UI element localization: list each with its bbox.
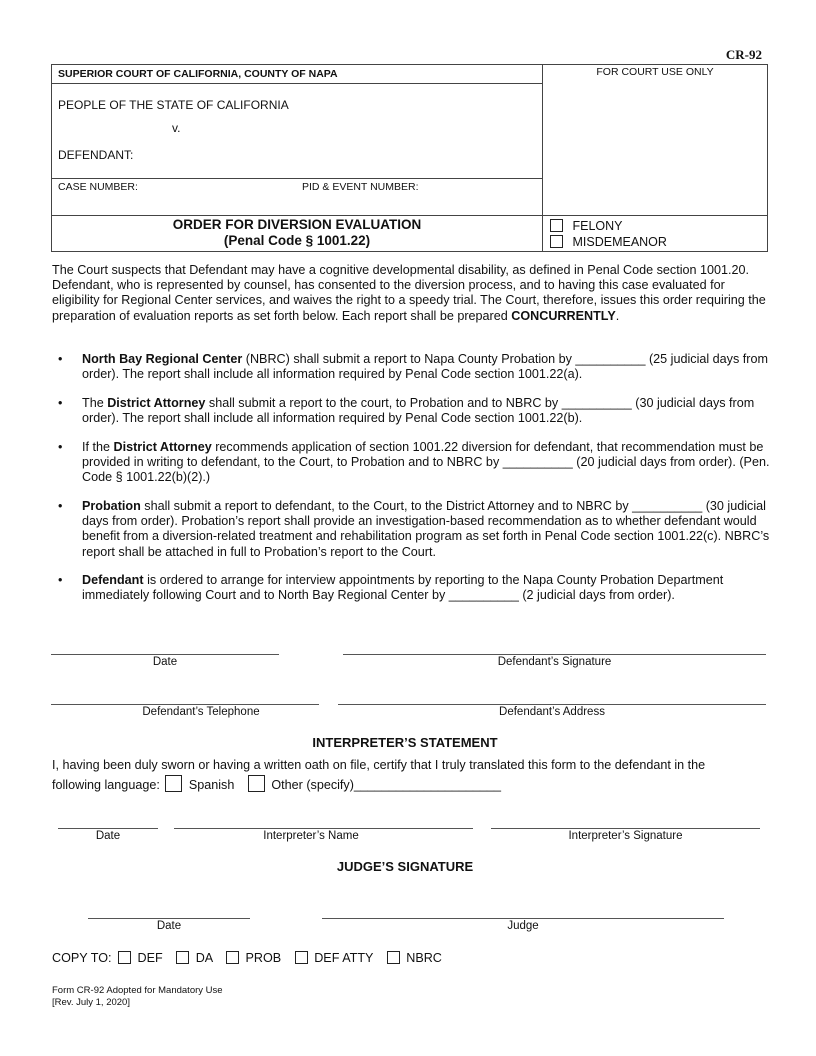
defendant-signature-line[interactable] xyxy=(343,654,766,655)
copy-prob-label: PROB xyxy=(245,951,282,965)
bullet-probation xyxy=(58,499,768,561)
interpreter-date-line[interactable] xyxy=(58,828,158,829)
judge-heading: JUDGE’S SIGNATURE xyxy=(336,859,474,874)
intro-emphasis: CONCURRENTLY xyxy=(511,308,616,323)
felony-label: FELONY xyxy=(572,219,623,233)
interpreter-signature-line[interactable] xyxy=(491,828,760,829)
judge-signature-line[interactable] xyxy=(322,918,724,919)
defendant-date-line[interactable] xyxy=(51,654,279,655)
case-number-label: CASE NUMBER: xyxy=(58,181,138,193)
defendant-address-label: Defendant’s Address xyxy=(499,706,605,718)
defendant-date-label: Date xyxy=(152,656,178,668)
bullet-text: shall submit a report to the court, to Probation and to NBRC by __________ (30 judicial days from order). The report shall include all information required by Penal Code section 1001.22(b). xyxy=(82,396,755,426)
court-use-label: FOR COURT USE ONLY xyxy=(596,66,714,78)
defendant-address-line[interactable] xyxy=(338,704,766,705)
interpreter-name-line[interactable] xyxy=(174,828,473,829)
judge-date-label: Date xyxy=(156,920,182,932)
misdemeanor-label: MISDEMEANOR xyxy=(572,235,667,249)
bullet-bold: Probation xyxy=(82,499,141,513)
bullet-nbrc xyxy=(58,352,768,384)
caption-divider-vertical xyxy=(542,64,543,251)
spanish-label: Spanish xyxy=(188,778,235,792)
other-language-field[interactable]: Other (specify)_____________________ xyxy=(271,778,502,792)
pid-event-label: PID & EVENT NUMBER: xyxy=(302,181,419,193)
bullet-district-attorney-recommendation xyxy=(58,440,768,487)
felony-checkbox[interactable] xyxy=(550,219,563,232)
bullet-defendant xyxy=(58,573,768,620)
bullet-dot: • xyxy=(58,440,63,454)
defendant-signature-label: Defendant’s Signature xyxy=(497,656,612,668)
bullet-dot: • xyxy=(58,573,63,587)
copy-nbrc-label: NBRC xyxy=(406,951,442,965)
footer-revision: [Rev. July 1, 2020] xyxy=(52,997,130,1008)
copy-prob-checkbox[interactable] xyxy=(226,951,239,964)
versus-label: v. xyxy=(172,121,181,135)
judge-date-line[interactable] xyxy=(88,918,250,919)
form-number: CR-92 xyxy=(725,47,762,62)
bullet-dot: • xyxy=(58,396,63,410)
interpreter-statement-line1: I, having been duly sworn or having a written oath on file, certify that I truly translated this form to the defendant in the xyxy=(52,758,706,772)
felony-option[interactable] xyxy=(550,219,623,233)
bullet-text: is ordered to arrange for interview appointments by reporting to the Napa County Probation Department immediately following Court and to North Bay Regional Center by __________ (2 judicial days from order). xyxy=(82,573,724,603)
defendant-label: DEFENDANT: xyxy=(58,148,134,162)
form-title-line1: ORDER FOR DIVERSION EVALUATION xyxy=(172,217,422,232)
caption-divider-case xyxy=(51,178,542,179)
bullet-text: (NBRC) shall submit a report to Napa County Probation by __________ (25 judicial days from order). The report shall include all information required by Penal Code section 1001.22(a). xyxy=(82,352,768,382)
bullet-bold: District Attorney xyxy=(107,396,206,410)
intro-paragraph xyxy=(52,263,766,324)
copy-def-atty-label: DEF ATTY xyxy=(314,951,374,965)
bullet-bold: District Attorney xyxy=(113,440,212,454)
caption-divider-court xyxy=(51,83,542,84)
interpreter-signature-label: Interpreter’s Signature xyxy=(568,830,683,842)
bullet-pre: If the xyxy=(82,440,114,454)
defendant-telephone-label: Defendant’s Telephone xyxy=(142,706,260,718)
misdemeanor-option[interactable] xyxy=(550,235,667,249)
form-title xyxy=(52,217,542,249)
spanish-checkbox[interactable] xyxy=(165,775,182,792)
copy-da-checkbox[interactable] xyxy=(176,951,189,964)
interpreter-heading: INTERPRETER’S STATEMENT xyxy=(312,735,498,750)
copy-nbrc-checkbox[interactable] xyxy=(387,951,400,964)
other-language-checkbox[interactable] xyxy=(248,775,265,792)
form-title-line2: (Penal Code § 1001.22) xyxy=(223,233,371,248)
bullet-text: shall submit a report to defendant, to the Court, to the District Attorney and to NBRC by __________ (30 judicial days from order). Probation’s report shall provide an investigation-based recommendation as to whether defendant would benefit from a diversion-related treatment and rehabilitation program as set forth in Penal Code section 1001.22(c). NBRC’s report shall be attached in full to Probation’s report to the Court. xyxy=(82,499,770,559)
copy-da-label: DA xyxy=(195,951,213,965)
copy-to-label: COPY TO: xyxy=(52,951,112,965)
judge-signature-label: Judge xyxy=(507,920,539,932)
copy-def-label: DEF xyxy=(137,951,163,965)
defendant-telephone-line[interactable] xyxy=(51,704,319,705)
bullet-district-attorney-report xyxy=(58,396,768,428)
bullet-bold: North Bay Regional Center xyxy=(82,352,243,366)
interpreter-date-label: Date xyxy=(95,830,121,842)
people-label: PEOPLE OF THE STATE OF CALIFORNIA xyxy=(58,98,289,112)
bullet-pre: The xyxy=(82,396,108,410)
caption-divider-title xyxy=(51,215,767,216)
interpreter-name-label: Interpreter’s Name xyxy=(263,830,359,842)
intro-end: . xyxy=(615,308,620,323)
copy-to-row xyxy=(52,951,442,965)
copy-def-atty-checkbox[interactable] xyxy=(295,951,308,964)
court-name: SUPERIOR COURT OF CALIFORNIA, COUNTY OF NAPA xyxy=(58,68,338,80)
copy-def-checkbox[interactable] xyxy=(118,951,131,964)
language-label: following language: xyxy=(52,778,160,792)
bullet-dot: • xyxy=(58,499,63,513)
bullet-dot: • xyxy=(58,352,63,366)
footer-adopted: Form CR-92 Adopted for Mandatory Use xyxy=(52,985,223,996)
intro-text: The Court suspects that Defendant may have a cognitive developmental disability, as defined in Penal Code section 1001.20. Defendant, who is represented by counsel, has consented to the diversion process, and to having this case evaluated for eligibility for Regional Center services, and waives the right to a speedy trial. The Court, therefore, issues this order requiring the preparation of evaluation reports as set forth below. Each report shall be prepared xyxy=(52,263,766,323)
bullet-bold: Defendant xyxy=(82,573,144,587)
misdemeanor-checkbox[interactable] xyxy=(550,235,563,248)
interpreter-statement-line2 xyxy=(52,775,501,792)
bullet-text: recommends application of section 1001.22 diversion for defendant, that recommendation must be provided in writing to defendant, to the Court, to Probation and to NBRC by __________ (20 judicial days from order). (Pen. Code § 1001.22(b)(2).) xyxy=(82,440,770,485)
